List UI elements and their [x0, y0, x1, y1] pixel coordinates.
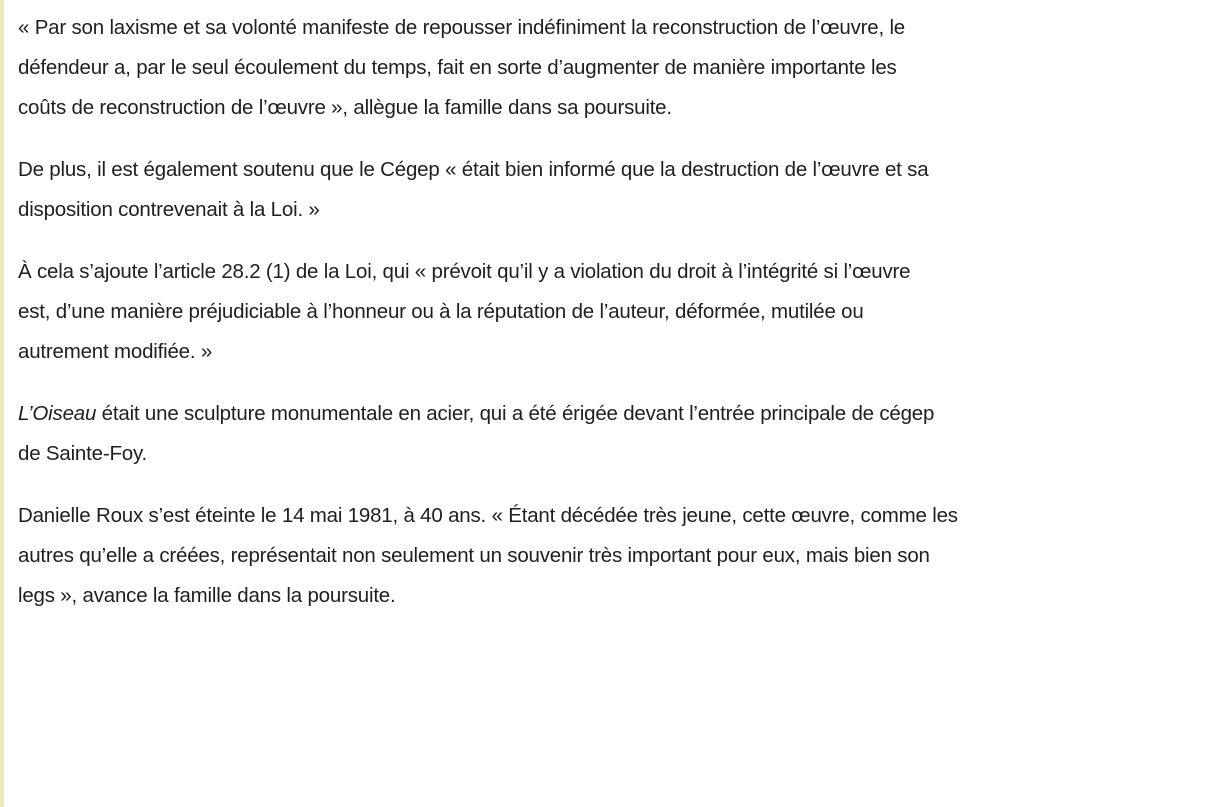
- left-accent-bar: [0, 0, 4, 807]
- paragraph-3-line-2: est, d’une manière préjudiciable à l’honneur ou à la réputation de l’auteur, déformée, mutilée ou: [18, 300, 864, 323]
- paragraph-2: [18, 150, 1208, 230]
- artwork-title: L’Oiseau: [18, 402, 97, 425]
- paragraph-1-line-1: « Par son laxisme et sa volonté manifeste de repousser indéfiniment la reconstruction de l’œuvre, le: [18, 16, 906, 39]
- paragraph-4-line-1: [18, 394, 1208, 434]
- paragraph-4-line-1-text: était une sculpture monumentale en acier, qui a été érigée devant l’entrée principale de cégep: [96, 402, 935, 425]
- paragraph-5-line-1: Danielle Roux s’est éteinte le 14 mai 1981, à 40 ans. « Étant décédée très jeune, cette œuvre, comme les: [18, 504, 958, 527]
- paragraph-2-line-2: disposition contrevenait à la Loi. »: [18, 198, 320, 221]
- paragraph-3-line-1: À cela s’ajoute l’article 28.2 (1) de la Loi, qui « prévoit qu’il y a violation du droit à l’intégrité si l’œuvre: [18, 260, 911, 283]
- paragraph-2-line-1: De plus, il est également soutenu que le Cégep « était bien informé que la destruction de l’œuvre et sa: [18, 158, 929, 181]
- paragraph-3: [18, 252, 1208, 372]
- paragraph-5-line-2: autres qu’elle a créées, représentait non seulement un souvenir très important pour eux, mais bien son: [18, 544, 930, 567]
- paragraph-5-line-3: legs », avance la famille dans la poursuite.: [18, 584, 396, 607]
- paragraph-5: [18, 496, 1208, 616]
- article-body: [18, 8, 1208, 638]
- paragraph-3-line-3: autrement modifiée. »: [18, 340, 213, 363]
- paragraph-1: [18, 8, 1208, 128]
- paragraph-4-line-2: de Sainte-Foy.: [18, 442, 147, 465]
- paragraph-1-line-2: défendeur a, par le seul écoulement du temps, fait en sorte d’augmenter de manière importante les: [18, 56, 897, 79]
- paragraph-4: [18, 394, 1208, 474]
- paragraph-1-line-3: coûts de reconstruction de l’œuvre », allègue la famille dans sa poursuite.: [18, 96, 672, 119]
